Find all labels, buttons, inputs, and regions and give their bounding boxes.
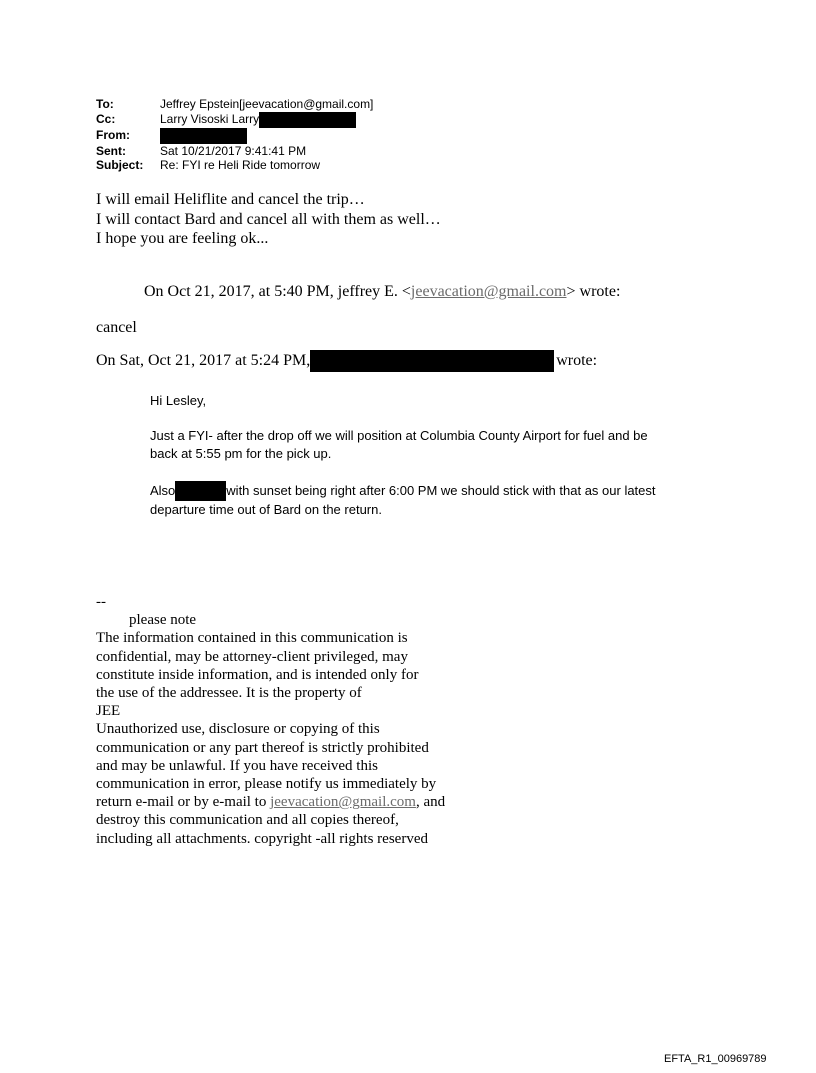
subject-value: Re: FYI re Heli Ride tomorrow xyxy=(160,158,321,172)
sent-label: Sent: xyxy=(96,143,126,158)
disclaimer-line: the use of the addressee. It is the property of xyxy=(96,685,362,702)
inner-greeting: Hi Lesley, xyxy=(150,393,207,408)
disclaimer-line: The information contained in this communication is xyxy=(96,630,408,647)
to-label: To: xyxy=(96,97,114,111)
disclaimer-line: and may be unlawful. If you have received this xyxy=(96,757,378,774)
email-link[interactable]: jeevacation@gmail.com xyxy=(270,794,416,811)
please-note: please note xyxy=(129,612,197,629)
disclaimer-footer xyxy=(96,593,445,848)
disclaimer-line: including all attachments. copyright -all rights reserved xyxy=(96,830,428,847)
to-value: Jeffrey Epstein[jeevacation@gmail.com] xyxy=(160,97,374,111)
disclaimer-line: return e-mail or by e-mail to jeevacation@gmail.com, and xyxy=(96,794,446,811)
inner-paragraph-2: Also with sunset being right after 6:00 PM we should stick with that as our latest departure time out of Bard on the return. xyxy=(150,483,656,517)
redaction-box xyxy=(175,481,226,501)
redaction-box xyxy=(259,112,356,128)
quote-body: cancel xyxy=(96,319,137,336)
quote-attribution: On Oct 21, 2017, at 5:40 PM, jeffrey E. <jeevacation@gmail.com> wrote: xyxy=(144,283,621,300)
email-header xyxy=(96,97,373,173)
quote-attribution-2: On Sat, Oct 21, 2017 at 5:24 PM, wrote: xyxy=(96,350,597,372)
bates-number: EFTA_R1_00969789 xyxy=(664,1053,767,1065)
email-link[interactable]: jeevacation@gmail.com xyxy=(410,283,567,300)
disclaimer-line: Unauthorized use, disclosure or copying of this xyxy=(96,721,380,738)
reply-line: I will email Heliflite and cancel the trip… xyxy=(96,191,365,208)
cc-value: Larry Visoski Larry xyxy=(160,112,260,127)
disclaimer-line: confidential, may be attorney-client privileged, may xyxy=(96,648,408,665)
disclaimer-line: communication in error, please notify us immediately by xyxy=(96,776,437,793)
subject-label: Subject: xyxy=(96,158,144,172)
sent-row xyxy=(96,144,373,159)
cc-label: Cc: xyxy=(96,111,116,126)
from-label: From: xyxy=(96,127,130,142)
subject-row xyxy=(96,158,373,173)
sent-value: Sat 10/21/2017 9:41:41 PM xyxy=(160,143,307,158)
redaction-box xyxy=(310,350,554,372)
inner-paragraph-1: Just a FYI- after the drop off we will position at Columbia County Airport for fuel and be back at 5:55 pm for the pick up. xyxy=(150,428,648,461)
reply-line: I will contact Bard and cancel all with them as well… xyxy=(96,210,441,228)
redaction-box xyxy=(160,128,247,144)
disclaimer-line: JEE xyxy=(96,703,121,720)
disclaimer-line: communication or any part thereof is strictly prohibited xyxy=(96,739,429,756)
from-row xyxy=(96,128,373,144)
disclaimer-line: constitute inside information, and is intended only for xyxy=(96,666,419,683)
reply-body xyxy=(96,190,441,249)
cc-row xyxy=(96,112,373,128)
reply-line: I hope you are feeling ok... xyxy=(96,230,269,247)
signature-separator: -- xyxy=(96,594,106,610)
disclaimer-line: destroy this communication and all copies thereof, xyxy=(96,812,399,829)
to-row xyxy=(96,97,373,112)
